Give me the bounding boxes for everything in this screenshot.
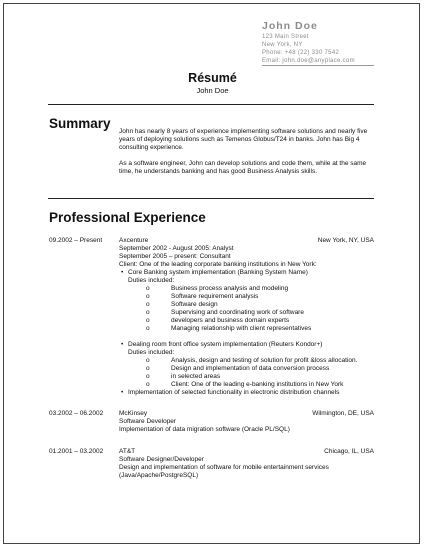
- list-item: Implementation of selected functionality in electronic distribution channels: [128, 389, 340, 396]
- job-description: (Java/Apache/PostgreSQL): [119, 472, 199, 479]
- list-item: Software design: [171, 301, 218, 308]
- list-item: Software requirement analysis: [171, 293, 259, 300]
- job-line: September 2005 – present: Consultant: [119, 253, 231, 260]
- job-company: Axcenture: [119, 237, 149, 244]
- contact-name: John Doe: [262, 20, 318, 32]
- resume-name: John Doe: [196, 86, 229, 95]
- job-company: AT&T: [119, 448, 136, 455]
- circle-bullet-icon: o: [146, 325, 150, 332]
- summary-paragraph-2: As a software engineer, John can develop solutions and code them, while at the same time, he understands banking and has good Business Analysis skills.: [119, 160, 367, 175]
- job-location: Chicago, IL, USA: [324, 448, 374, 455]
- summary-rule: [48, 104, 374, 105]
- list-item: Core Banking system implementation (Banking System Name): [128, 269, 308, 276]
- list-item: Design and implementation of data conversion process: [171, 365, 330, 372]
- circle-bullet-icon: o: [146, 301, 150, 308]
- circle-bullet-icon: o: [146, 309, 150, 316]
- list-item: in selected areas: [171, 373, 221, 380]
- circle-bullet-icon: o: [146, 357, 150, 364]
- job-dates: 03.2002 – 06.2002: [49, 410, 104, 417]
- contact-phone: Phone: +48 (22) 330 7542: [262, 50, 340, 57]
- circle-bullet-icon: o: [146, 293, 150, 300]
- summary-text: [119, 128, 377, 176]
- list-item: Client: One of the leading e-banking institutions in New York: [171, 381, 344, 388]
- resume-title: Résumé: [188, 71, 237, 85]
- list-item: Managing relationship with client representatives: [171, 325, 312, 332]
- experience-rule: [48, 198, 374, 199]
- job-dates: 09.2002 – Present: [49, 237, 103, 244]
- job-role: Software Designer/Developer: [119, 456, 204, 463]
- job-description: Implementation of data migration software (Oracle PL/SQL): [119, 426, 290, 433]
- job-line: September 2002 - August 2005: Analyst: [119, 245, 234, 252]
- list-item: developers and business domain experts: [171, 317, 290, 324]
- circle-bullet-icon: o: [146, 365, 150, 372]
- list-item: Supervising and coordinating work of software: [171, 309, 304, 316]
- circle-bullet-icon: o: [146, 373, 150, 380]
- circle-bullet-icon: o: [146, 381, 150, 388]
- job-location: New York, NY, USA: [317, 237, 374, 244]
- job-location: Wilmington, DE, USA: [312, 410, 374, 417]
- duties-label: Duties included:: [128, 277, 175, 284]
- job-company: McKinsey: [119, 410, 148, 417]
- bullet-icon: •: [121, 389, 124, 396]
- experience-heading: Professional Experience: [49, 210, 206, 225]
- circle-bullet-icon: o: [146, 285, 150, 292]
- contact-email: Email: john.doe@anyplace.com: [262, 58, 355, 65]
- duties-label: Duties included:: [128, 349, 175, 356]
- bullet-icon: •: [121, 269, 124, 276]
- summary-paragraph-1: John has nearly 8 years of experience implementing software solutions and nearly five years of deploying solutions such as Temenos Globus/T24 in banks. John has Big 4 consulting experience.: [119, 128, 368, 151]
- job-role: Software Developer: [119, 418, 177, 425]
- list-item: Business process analysis and modeling: [171, 285, 289, 292]
- contact-divider: [262, 65, 374, 66]
- summary-heading: Summary: [49, 116, 111, 131]
- contact-street: 123 Main Street: [262, 34, 309, 40]
- job-dates: 01.2001 – 03.2002: [49, 448, 104, 455]
- bullet-icon: •: [121, 341, 124, 348]
- list-item: Dealing room front office system implementation (Reuters Kondor+): [128, 341, 323, 348]
- job-description: Design and implementation of software for mobile entertainment services: [119, 464, 329, 471]
- circle-bullet-icon: o: [146, 317, 150, 324]
- contact-city: New York, NY: [262, 42, 303, 49]
- job-client: Client: One of the leading corporate banking institutions in New York:: [119, 261, 317, 268]
- contact-block: [262, 20, 355, 65]
- list-item: Analysis, design and testing of solution for profit &loss allocation.: [171, 357, 358, 364]
